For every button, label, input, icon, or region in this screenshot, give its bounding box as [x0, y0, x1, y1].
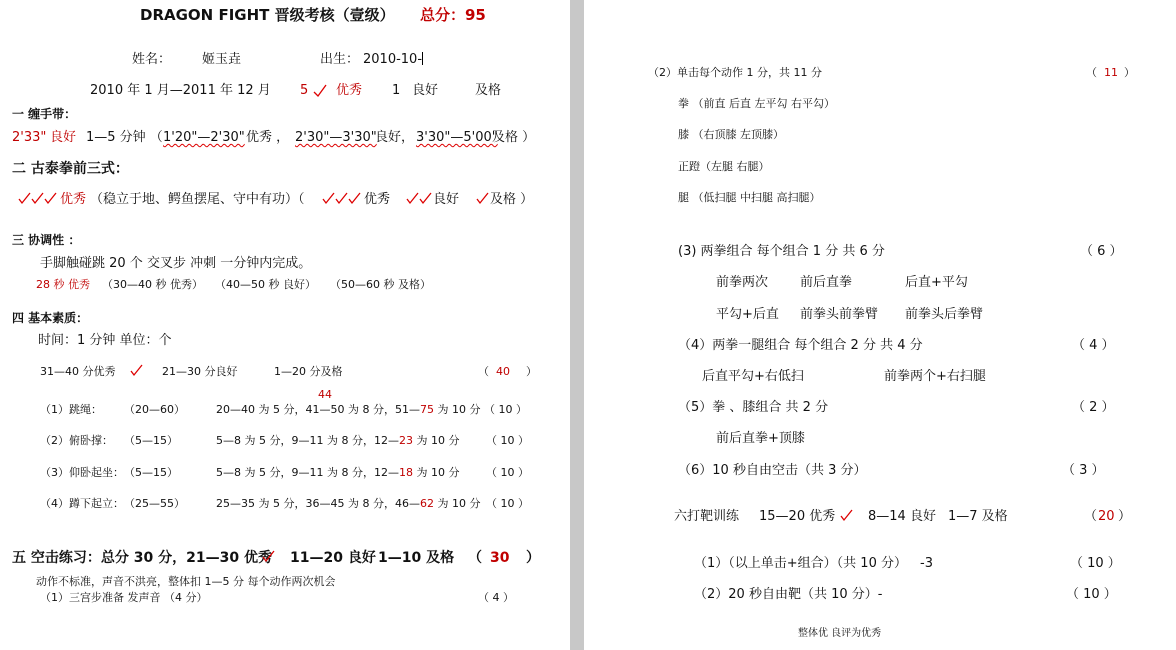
s2-desc: （稳立于地、鳄鱼摆尾、守中有功）（ [90, 192, 305, 207]
s1-rule-d: 2'30"—3'30" [295, 130, 377, 145]
r2-paren-right: ） [1124, 66, 1135, 79]
leg-list: 腿 （低扫腿 中扫腿 高扫腿） [678, 191, 821, 204]
section4-title: 四 基本素质： [12, 311, 89, 325]
s5-item1-score: （ 4 ） [478, 591, 514, 604]
s3-desc: 手脚触碰跳 20 个 交叉步 冲刺 一分钟内完成。 [40, 256, 312, 271]
s2-opt1: 优秀 [364, 192, 391, 207]
check-mark-icon [262, 549, 278, 563]
item-name: （1）跳绳： [40, 403, 102, 416]
s1-grade: 良好 [50, 130, 77, 145]
s4-grade2: 21—30 分良好 [162, 365, 238, 378]
item-score: （ 10 ） [484, 403, 527, 416]
six-item2-score: （ 10 ） [1066, 587, 1117, 602]
six-grade2: 8—14 良好 [868, 509, 936, 524]
s4-score: 40 [496, 365, 510, 378]
six-item1-mark: -3 [920, 556, 933, 571]
total-score: 总分：95 [420, 6, 486, 24]
doc-title: DRAGON FIGHT 晋级考核（壹级） [140, 6, 395, 24]
item-rule: 5—8 为 5 分，9—11 为 8 分，12—18 为 10 分 [216, 466, 460, 479]
name-label: 姓名： [132, 52, 172, 67]
period: 2010 年 1 月—2011 年 12 月 [90, 83, 271, 98]
period-count-excellent: 5 [300, 83, 309, 98]
r3-score: （ 6 ） [1080, 244, 1123, 259]
s3-range3: （50—60 秒 及格） [330, 278, 431, 291]
r3-combo: 前拳两次 [716, 275, 769, 290]
item-range: （5—15） [124, 434, 178, 447]
r4-title: （4）两拳一腿组合 每个组合 2 分 共 4 分 [678, 338, 923, 353]
s1-rule-e: 良好， [375, 130, 415, 145]
birth-value: 2010-10- [363, 52, 423, 67]
r3-combo: 后直+平勾 [905, 275, 968, 290]
s2-opt3: 及格 ） [490, 192, 534, 207]
r2-score: 11 [1104, 66, 1118, 79]
s3-range2: （40—50 秒 良好） [215, 278, 316, 291]
r3-combo: 前拳头后拳臂 [905, 307, 984, 322]
s1-rule-g: 及格 ） [492, 130, 536, 145]
r6-title: （6）10 秒自由空击（共 3 分） [678, 463, 867, 478]
period-count-good: 1 [392, 83, 401, 98]
r4-combo: 后直平勾+右低扫 [702, 369, 804, 384]
r3-combo: 前后直拳 [800, 275, 853, 290]
item-rule: 5—8 为 5 分，9—11 为 8 分，12—23 为 10 分 [216, 434, 460, 447]
triple-check-icon [322, 191, 366, 205]
item-rule: 25—35 为 5 分，36—45 为 8 分，46—62 为 10 分 [216, 497, 481, 510]
r3-title: (3) 两拳组合 每个组合 1 分 共 6 分 [678, 244, 885, 259]
item-name: （3）仰卧起坐： [40, 466, 124, 479]
s1-rule-f: 3'30"—5'00" [416, 130, 498, 145]
r3-combo: 前拳头前拳臂 [800, 307, 879, 322]
section5-title: 五 空击练习：总分 30 分，21—30 优秀 [12, 550, 272, 566]
six-paren-left: （ [1084, 509, 1098, 524]
check-mark-icon [130, 363, 146, 377]
r5-combo: 前后直拳+顶膝 [716, 431, 805, 446]
item-range: （5—15） [124, 466, 178, 479]
item-range: （25—55） [124, 497, 185, 510]
s4-grade1: 31—40 分优秀 [40, 365, 116, 378]
left-page [0, 0, 570, 650]
six-item1-score: （ 10 ） [1070, 556, 1121, 571]
name-value: 姬玉垚 [202, 52, 242, 67]
r4-score: （ 4 ） [1072, 338, 1115, 353]
section3-title: 三 协调性 ： [12, 233, 81, 247]
s5-grade3: 1—10 及格 [378, 550, 455, 566]
triple-check-icon [18, 191, 62, 205]
s5-item1: （1）三宫步准备 发声音 （4 分） [40, 591, 208, 604]
period-excellent: 优秀 [336, 83, 363, 98]
item-score: （ 10 ） [486, 497, 529, 510]
birth-field[interactable] [363, 52, 423, 67]
period-pass: 及格 [475, 83, 502, 98]
kick-list: 正蹬（左腿 右腿） [678, 160, 770, 173]
section2-title: 二 古泰拳前三式： [12, 161, 129, 177]
s4-paren-left: （ [478, 365, 489, 378]
item-rule: 20—40 为 5 分，41—50 为 8 分，51—75 为 10 分 [216, 403, 481, 416]
r5-score: （ 2 ） [1072, 400, 1115, 415]
check-mark-icon [313, 84, 327, 98]
r5-title: （5）拳 、膝组合 共 2 分 [678, 400, 829, 415]
s5-note: 动作不标准，声音不洪亮，整体扣 1—5 分 每个动作两次机会 [36, 575, 336, 588]
period-good: 良好 [412, 83, 439, 98]
s1-time: 2'33" [12, 130, 47, 145]
knee-list: 膝 （右顶膝 左顶膝） [678, 128, 784, 141]
r2-paren-left: （ [1086, 66, 1097, 79]
item-score: （ 10 ） [486, 466, 529, 479]
six-grade1: 15—20 优秀 [759, 509, 836, 524]
s5-grade2: 11—20 良好 [290, 550, 376, 566]
r4-combo: 前拳两个+右扫腿 [884, 369, 986, 384]
six-item2: （2）20 秒自由靶（共 10 分）- [694, 587, 883, 602]
s5-score: 30 [490, 550, 510, 566]
six-paren-right: ） [1118, 509, 1132, 524]
s5-paren-right: ） [526, 550, 540, 566]
s4-time-unit: 时间：1 分钟 单位：个 [38, 333, 172, 348]
text-cursor [422, 52, 423, 65]
section1-title: 一 缠手带： [12, 107, 77, 121]
s5-paren-left: （ [468, 550, 482, 566]
item-score: （ 10 ） [486, 434, 529, 447]
s4-note: 44 [318, 388, 332, 401]
item-name: （2）俯卧撑： [40, 434, 113, 447]
six-score: 20 [1098, 509, 1115, 524]
s1-rule-a: 1—5 分钟 （ [86, 130, 163, 145]
item-name: （4）蹲下起立： [40, 497, 124, 510]
double-check-icon [406, 191, 436, 205]
r6-score: （ 3 ） [1062, 463, 1105, 478]
s2-opt2: 良好 [433, 192, 460, 207]
r3-combo: 平勾+后直 [716, 307, 779, 322]
item-range: （20—60） [124, 403, 185, 416]
six-title: 六打靶训练 [674, 509, 740, 524]
s4-grade3: 1—20 分及格 [274, 365, 343, 378]
check-mark-icon [840, 508, 856, 522]
s2-grade: 优秀 [60, 192, 87, 207]
s3-range1: （30—40 秒 优秀） [102, 278, 203, 291]
right-page [584, 0, 1176, 650]
s3-result: 28 秒 优秀 [36, 278, 90, 291]
six-item1: （1）（以上单击+组合）（共 10 分） [694, 556, 907, 571]
punch-list: 拳 （前直 后直 左平勾 右平勾） [678, 97, 835, 110]
s4-paren-right: ） [526, 365, 537, 378]
s1-rule-b: 1'20"—2'30" [163, 130, 245, 145]
six-grade3: 1—7 及格 [948, 509, 1008, 524]
r2-title: （2）单击每个动作 1 分，共 11 分 [648, 66, 822, 79]
s1-rule-c: 优秀 ， [246, 130, 290, 145]
birth-label: 出生： [320, 52, 360, 67]
footer-note: 整体优 良评为优秀 [798, 628, 882, 639]
